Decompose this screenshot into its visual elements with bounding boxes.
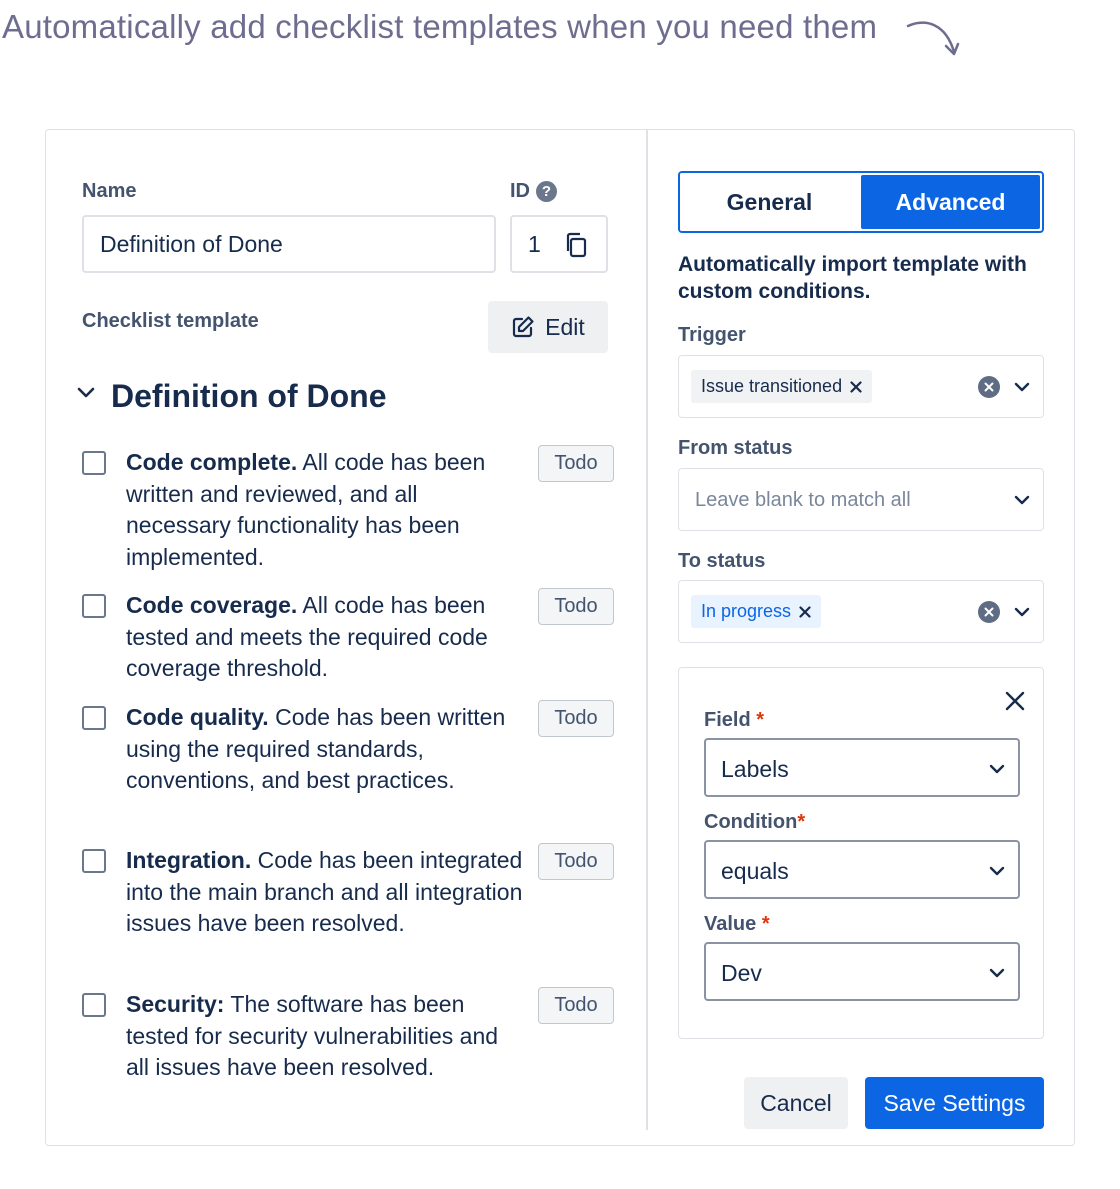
required-marker: *	[756, 709, 765, 731]
condition-box	[678, 667, 1044, 1039]
to-status-chip-label: In progress	[701, 601, 792, 621]
page-headline: Automatically add checklist templates when you need them	[2, 8, 878, 45]
name-input[interactable]	[82, 215, 496, 273]
status-badge[interactable]: Todo	[538, 987, 614, 1024]
edit-button[interactable]	[488, 301, 608, 353]
value-label-text: Value	[704, 913, 757, 935]
panel-divider	[646, 130, 648, 1130]
field-label	[704, 709, 764, 732]
field-select-value: Labels	[721, 756, 789, 782]
item-description: The software has been tested for security vulnerabilities and all issues have been resolved.	[126, 991, 499, 1080]
status-badge[interactable]: Todo	[538, 843, 614, 880]
name-value: Definition of Done	[100, 230, 283, 257]
from-status-label: From status	[678, 437, 793, 459]
trigger-label: Trigger	[678, 324, 746, 346]
condition-label-text: Condition	[704, 811, 798, 833]
condition-label	[704, 811, 805, 834]
item-title: Code coverage.	[126, 592, 298, 618]
trigger-chip-label: Issue transitioned	[701, 376, 843, 396]
copy-icon[interactable]	[564, 232, 588, 258]
item-title: Security:	[126, 991, 225, 1017]
checklist-template-label: Checklist template	[82, 310, 259, 332]
id-label	[510, 180, 557, 203]
item-text	[126, 447, 526, 573]
chevron-down-icon	[989, 866, 1005, 877]
from-status-select[interactable]	[678, 468, 1044, 531]
value-label	[704, 913, 770, 936]
status-badge[interactable]: Todo	[538, 445, 614, 482]
checkbox-icon[interactable]	[82, 849, 106, 873]
close-icon[interactable]	[1004, 690, 1026, 712]
id-value: 1	[528, 230, 541, 257]
chevron-down-icon	[989, 764, 1005, 775]
trigger-chip	[691, 370, 872, 403]
item-description: All code has been tested and meets the required code coverage threshold.	[126, 592, 488, 681]
checkbox-icon[interactable]	[82, 706, 106, 730]
chevron-down-icon	[989, 968, 1005, 979]
field-label-text: Field	[704, 709, 751, 731]
cancel-button[interactable]: Cancel	[744, 1077, 848, 1129]
checkbox-icon[interactable]	[82, 993, 106, 1017]
item-title: Code complete.	[126, 449, 298, 475]
value-select[interactable]	[704, 942, 1020, 1001]
status-badge[interactable]: Todo	[538, 588, 614, 625]
checkbox-icon[interactable]	[82, 594, 106, 618]
item-text	[126, 845, 526, 940]
chevron-down-icon[interactable]	[1014, 495, 1030, 506]
remove-chip-icon[interactable]	[850, 381, 862, 393]
to-status-select[interactable]	[678, 580, 1044, 643]
remove-chip-icon[interactable]	[799, 606, 811, 618]
item-title: Integration.	[126, 847, 252, 873]
chevron-down-icon[interactable]	[76, 386, 96, 400]
id-label-text: ID	[510, 180, 530, 202]
condition-select[interactable]	[704, 840, 1020, 899]
status-badge[interactable]: Todo	[538, 700, 614, 737]
from-status-placeholder: Leave blank to match all	[695, 489, 911, 511]
checkbox-icon[interactable]	[82, 451, 106, 475]
item-text	[126, 702, 526, 797]
chevron-down-icon[interactable]	[1014, 382, 1030, 393]
field-select[interactable]	[704, 738, 1020, 797]
item-text	[126, 590, 526, 685]
tab-advanced[interactable]: Advanced	[861, 175, 1040, 229]
template-settings-card	[45, 129, 1075, 1146]
section-title: Definition of Done	[111, 378, 387, 414]
curved-arrow-icon	[906, 18, 960, 60]
help-icon[interactable]: ?	[536, 181, 557, 202]
chevron-down-icon[interactable]	[1014, 607, 1030, 618]
required-marker: *	[761, 913, 770, 935]
value-select-value: Dev	[721, 960, 762, 986]
item-text	[126, 989, 526, 1084]
item-description: Code has been integrated into the main branch and all integration issues have been resolved.	[126, 847, 523, 936]
advanced-description: Automatically import template with custom conditions.	[678, 253, 1027, 303]
trigger-select[interactable]	[678, 355, 1044, 418]
item-title: Code quality.	[126, 704, 269, 730]
clear-icon[interactable]	[978, 376, 1000, 398]
to-status-label: To status	[678, 550, 766, 572]
name-label: Name	[82, 180, 137, 202]
edit-label: Edit	[545, 313, 585, 340]
save-settings-button[interactable]: Save Settings	[865, 1077, 1044, 1129]
tab-general[interactable]: General	[680, 173, 859, 231]
item-description: All code has been written and reviewed, and all necessary functionality has been implemented.	[126, 449, 486, 570]
id-input[interactable]	[510, 215, 608, 273]
to-status-chip	[691, 595, 821, 628]
edit-icon	[511, 315, 535, 339]
item-description: Code has been written using the required standards, conventions, and best practices.	[126, 704, 506, 793]
clear-icon[interactable]	[978, 601, 1000, 623]
condition-select-value: equals	[721, 858, 789, 884]
required-marker: *	[797, 811, 806, 833]
settings-tabs	[678, 171, 1044, 233]
